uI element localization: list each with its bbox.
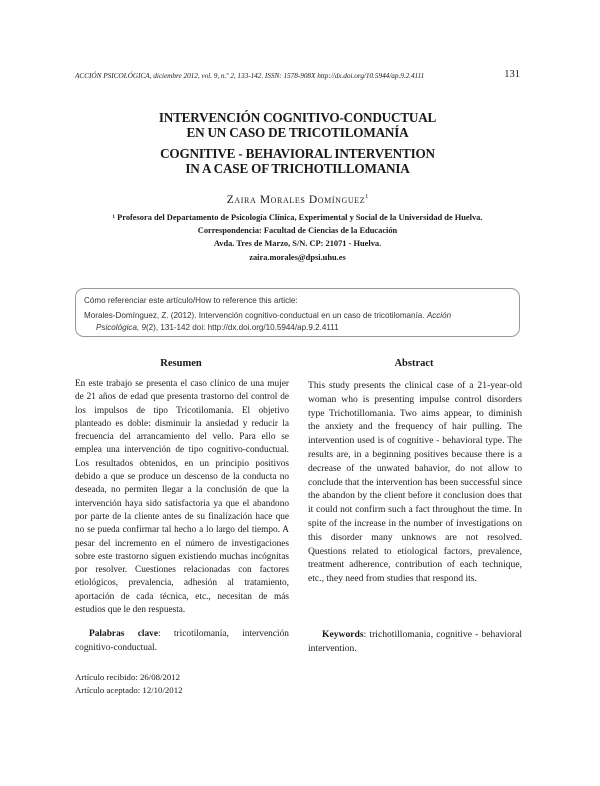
author-name: Zaira Morales Domínguez bbox=[226, 194, 366, 206]
received-date: Artículo recibido: 26/08/2012 bbox=[75, 672, 181, 682]
title-english-line-1: COGNITIVE - BEHAVIORAL INTERVENTION bbox=[160, 146, 435, 161]
english-keywords bbox=[308, 628, 522, 656]
affiliation-line-2: Correspondencia: Facultad de Ciencias de la Educación bbox=[197, 226, 398, 236]
running-head: ACCIÓN PSICOLÓGICA, diciembre 2012, vol. 9, n.º 2, 133-142. ISSN: 1578-908X http://dx.doi.org/10.5944/ap.9.2.4111 bbox=[75, 71, 425, 80]
spanish-keywords-list: : tricotilomanía, intervención cognitivo-conductual. bbox=[75, 629, 289, 653]
article-dates bbox=[75, 671, 183, 696]
english-keywords-list: : trichotillomania, cognitive - behavioral intervention. bbox=[308, 629, 522, 654]
abstract-heading: Abstract bbox=[394, 358, 434, 369]
citation-journal-a: Acción bbox=[426, 311, 452, 321]
author-affiliation-mark: 1 bbox=[365, 194, 369, 201]
how-to-cite-label: Cómo referenciar este artículo/How to reference this article: bbox=[84, 296, 298, 305]
abstract-paragraph: This study presents the clinical case of a 21-year-old woman who is presenting impulse control disorders type Trichotillomania. Two aims appear, to diminish the anxiety and the frequency of hair pulling. The intervention used is of cognitive - behavioral type. The results are, in a beginning positives because there is a decrease of the unwated bahavior, do not allow to conclude that the intervention has been successful since the abandon by the client before it conclusion does that it could not confirm such a fact throughout the time. In spite of the increase in the number of investigations on this disorder many unknows are not resolved. Questions related to etiological factors, prevalence, treatment adherence, contribution of each technique, etc., they need from studies that respond its. bbox=[308, 380, 522, 585]
spanish-keywords-label: Palabras clave bbox=[89, 629, 159, 639]
english-keywords-label: Keywords bbox=[322, 629, 364, 640]
accepted-date: Artículo aceptado: 12/10/2012 bbox=[75, 684, 183, 695]
resumen-paragraph: En este trabajo se presenta el caso clínico de una mujer de 21 años de edad que presenta trastorno del control de los impulsos de tipo Tricotilomanía. El objetivo planteado es doble: disminuir la ansiedad y reducir la frecuencia del arrancamiento del vello. Para ello se emplea una intervención de tipo cognitivo-conductual. Los resultados obtenidos, en un principio positivos debido a que se produce un descenso de la conducta no deseada, no permiten llegar a la conclusión de que la intervención haya sido satisfactoria ya que el abandono por parte de la cliente antes de su finalización hace que no se pueda confirmar tal hecho a lo largo del tiempo. A pesar del incremento en el número de investigaciones sobre este trastorno siguen existiendo muchas incógnitas por resolver. Cuestiones relacionadas con factores etiológicos, prevalencia, adhesión al tratamiento, aportación de cada técnica, etc., necesitan de más estudios que le den respuesta. bbox=[75, 379, 289, 616]
abstract-body bbox=[308, 379, 522, 586]
title-spanish-line-1: INTERVENCIÓN COGNITIVO-CONDUCTUAL bbox=[158, 110, 437, 125]
resumen-body bbox=[75, 378, 289, 617]
title-english-line-2: IN A CASE OF TRICHOTILLOMANIA bbox=[185, 161, 410, 176]
citation-volume: 9 bbox=[139, 322, 146, 332]
page-header bbox=[75, 69, 520, 83]
page-number: 131 bbox=[504, 69, 520, 80]
citation-doi[interactable]: (2), 131-142 doi: http://dx.doi.org/10.5944/ap.9.2.4111 bbox=[145, 322, 339, 332]
how-to-cite-box bbox=[75, 288, 520, 337]
affiliation-line-1: ¹ Profesora del Departamento de Psicología Clínica, Experimental y Social de la Universidad de Huelva. bbox=[112, 213, 483, 222]
citation-journal-b: Psicológica, bbox=[96, 322, 140, 332]
author-line bbox=[75, 194, 520, 206]
resumen-heading: Resumen bbox=[160, 358, 202, 369]
citation-line-2 bbox=[84, 322, 511, 333]
article-titles bbox=[75, 110, 520, 176]
author-email[interactable]: zaira.morales@dpsi.uhu.es bbox=[249, 252, 346, 262]
affiliation-block bbox=[75, 211, 520, 264]
affiliation-line-3: Avda. Tres de Marzo, S/N. CP: 21071 - Huelva. bbox=[213, 239, 382, 249]
title-spanish-line-2: EN UN CASO DE TRICOTILOMANÍA bbox=[186, 125, 409, 140]
citation-text: Morales-Domínguez, Z. (2012). Intervención cognitivo-conductual en un caso de tricotilomanía. bbox=[84, 311, 427, 321]
citation-line-1 bbox=[84, 310, 511, 321]
spanish-keywords bbox=[75, 628, 289, 655]
